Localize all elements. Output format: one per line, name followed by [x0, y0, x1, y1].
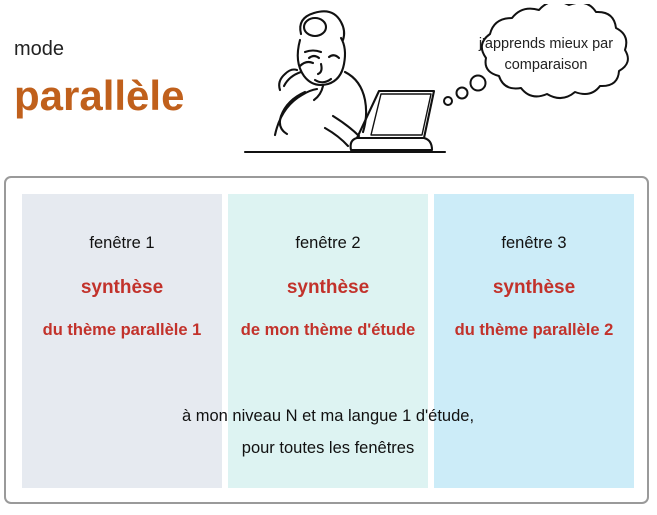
parallel-mode-panel [4, 176, 649, 504]
window-label-2: fenêtre 2 [295, 234, 361, 252]
theme-text-3: du thème parallèle 2 [454, 321, 614, 339]
synthesis-label-1: synthèse [80, 277, 164, 298]
header [0, 0, 657, 175]
window-label-1: fenêtre 1 [89, 234, 155, 252]
window-column-1[interactable] [22, 194, 222, 488]
person-thinking-at-laptop-icon [205, 0, 455, 175]
page-title: parallèle [14, 72, 185, 119]
window-column-3[interactable] [434, 194, 634, 488]
window-columns [22, 194, 634, 488]
footer-line-1: à mon niveau N et ma langue 1 d'étude, [181, 407, 475, 425]
window-column-2[interactable] [228, 194, 428, 488]
mode-label: mode [14, 38, 65, 60]
window-label-3: fenêtre 3 [501, 234, 567, 252]
synthesis-label-2: synthèse [286, 277, 370, 298]
theme-text-2: de mon thème d'étude [240, 321, 416, 339]
footer-line-2: pour toutes les fenêtres [241, 439, 415, 458]
bubble-text: j'apprends mieux par comparaison [478, 36, 614, 74]
synthesis-label-3: synthèse [492, 277, 576, 298]
theme-text-1: du thème parallèle 1 [42, 321, 202, 339]
